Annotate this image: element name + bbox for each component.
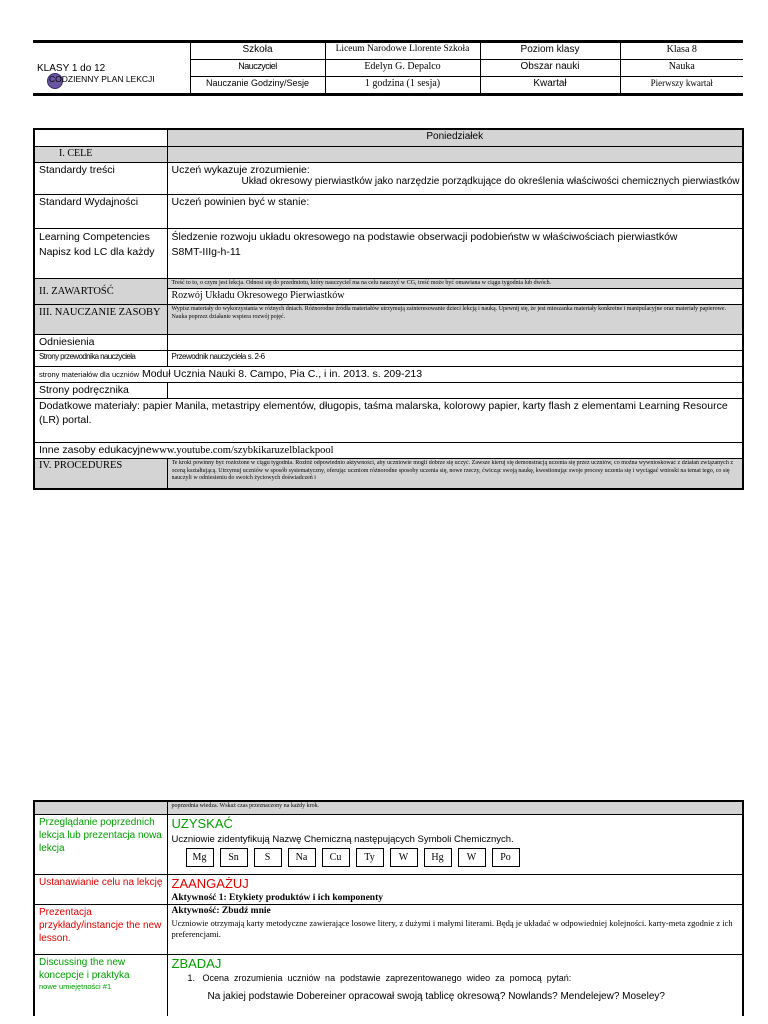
discuss-label-text: Discussing the new koncepcje i praktyka xyxy=(39,956,130,981)
grade-range-title: KLASY 1 do 12 xyxy=(37,63,106,74)
content-note: Treść to to, o czym jest lekcja. Odnosi się do przedmiotu, który nauczyciel ma na celu nauczyć w CG, treść może być omawiana w ciągu tygodnia lub dwóch. xyxy=(167,278,743,289)
content-standards-text: Układ okresowy pierwiastków jako narzędzie porządkujące do określenia właściwości chemicznych pierwiastków xyxy=(241,175,740,187)
resources-heading: III. NAUCZANIE ZASOBY xyxy=(34,305,167,335)
chemical-symbol-box: Na xyxy=(288,848,316,867)
corner-cell xyxy=(34,129,167,146)
engage-cell xyxy=(167,874,743,904)
chemical-symbol-box: W xyxy=(458,848,486,867)
content-standards-intro: Uczeń wykazuje zrozumienie: xyxy=(171,163,310,176)
daily-plan-title: CODZIENNY PLAN LEKCJI xyxy=(49,74,155,84)
procedures-table xyxy=(33,800,744,1016)
school-label: Szkoła xyxy=(190,42,325,60)
lc-label-line2: Napisz kod LC dla każdy xyxy=(39,246,155,259)
teacher-guide-label: Strony przewodnika nauczyciela xyxy=(34,351,167,367)
elicit-text: Uczniowie zidentyfikują Nazwę Chemiczną następujących Symboli Chemicznych. xyxy=(171,833,514,845)
grade-level-value: Klasa 8 xyxy=(620,42,743,60)
other-resources-row xyxy=(34,443,743,459)
learner-materials-value: Moduł Ucznia Nauki 8. Campo, Pia C., i in. 2013. s. 209-213 xyxy=(141,368,423,380)
chemical-symbol-box: Sn xyxy=(220,848,248,867)
chemical-symbol-box: Mg xyxy=(186,848,214,867)
resources-note: Wypisz materiały do wykorzystania w różnych dniach. Różnorodne źródła materiałów utrzymują zainteresowanie dzieci lekcją i nauką. Upewnij się, że jest mieszanka materiały konkretne i manipulacyjne oraz materiały papierowe. Nauka poprzez działanie wspiera rozwój pojęć. xyxy=(167,305,743,335)
elicit-heading: UZYSKAĆ xyxy=(171,815,233,831)
chemical-symbol-box: W xyxy=(390,848,418,867)
explore-question: Na jakiej podstawie Dobereiner opracował swoją tablicę okresową? Nowlands? Mendelejew? Moseley? xyxy=(207,990,665,1002)
teaching-hours-label: Nauczanie Godziny/Sesje xyxy=(190,77,325,95)
content-heading: II. ZAWARTOŚĆ xyxy=(34,278,167,305)
learning-competencies-value xyxy=(167,228,743,278)
chemical-symbols xyxy=(172,845,739,870)
learning-area-label: Obszar nauki xyxy=(480,60,620,77)
explore-cell xyxy=(167,954,743,1016)
chemical-symbol-box: Cu xyxy=(322,848,350,867)
day-header: Poniedziałek xyxy=(167,129,743,146)
proc-top-note: poprzednia wiedza. Wskaż czas przeznaczony na każdy krok. xyxy=(167,801,743,814)
procedures-heading: IV. PROCEDURES xyxy=(34,459,167,489)
review-label: Przeglądanie poprzednich lekcja lub prezentacja nowa lekcja xyxy=(34,814,167,874)
content-standards-label: Standardy treści xyxy=(34,162,167,194)
references-value xyxy=(167,335,743,351)
objectives-empty xyxy=(167,146,743,162)
quarter-value: Pierwszy kwartał xyxy=(620,77,743,95)
discuss-label xyxy=(34,954,167,1016)
lc-text: Śledzenie rozwoju układu okresowego na podstawie obserwacji podobieństw w właściwościach pierwiastków xyxy=(171,230,678,243)
additional-materials: Dodatkowe materiały: papier Manila, metastripy elementów, długopis, taśma malarska, kolorowy papier, karty flash z elementami Learning Resource (LR) portal. xyxy=(34,399,743,443)
chemical-symbol-box: Po xyxy=(492,848,520,867)
chemical-symbol-box: S xyxy=(254,848,282,867)
content-value: Rozwój Układu Okresowego Pierwiastków xyxy=(167,289,743,305)
header-table xyxy=(33,40,743,96)
wake-cell xyxy=(167,904,743,954)
teaching-hours-value: 1 godzina (1 sesja) xyxy=(325,77,480,95)
activity-wake-title: Aktywność: Zbudź mnie xyxy=(171,905,271,916)
header-title-cell xyxy=(33,42,190,95)
other-resources-link[interactable]: www.youtube.com/szybkikaruzelblackpool xyxy=(151,445,334,456)
examples-label: Prezentacja przykłady/instancje the new lesson. xyxy=(34,904,167,954)
engage-heading: ZAANGAŻUJ xyxy=(171,875,249,891)
lc-code: S8MT-IIIg-h-11 xyxy=(171,246,241,259)
explore-item: 1. Ocena zrozumienia uczniów na podstawie zaprezentowanego wideo za pomocą pytań: xyxy=(187,972,572,983)
performance-standard-label: Standard Wydajności xyxy=(34,194,167,228)
other-resources-label: Inne zasoby edukacyjne xyxy=(39,444,152,456)
learner-materials-row xyxy=(34,367,743,383)
explore-heading: ZBADAJ xyxy=(171,955,222,971)
textbook-pages-label: Strony podręcznika xyxy=(34,383,167,399)
procedures-note-text: Te kroki powinny być rozłożone w ciągu tygodnia. Rozłóż odpowiednio aktywności, aby uczniowie mogli dobrze się uczyć. Zawsze kieruj się demonstracją uczenia się przez uczniów, co można wywnioskować z działań związanych z oceną kształtującą. Utrzymuj uczniów w sposób systematyczny, oferując uczniom różnorodne sposoby uczenia się, nowe rzeczy, ćwicząc swoją naukę, kwestionując swoje procesy uczenia się i wyciągać wnioski na temat tego, co się nauczyli w odniesieniu do swoich życiowych doświadczeń i xyxy=(171,460,733,481)
textbook-pages-value xyxy=(167,383,743,399)
procedures-note xyxy=(167,459,743,489)
learning-area-value: Nauka xyxy=(620,60,743,77)
school-value: Liceum Narodowe Llorente Szkoła xyxy=(325,42,480,60)
performance-standard-value: Uczeń powinien być w stanie: xyxy=(167,194,743,228)
purpose-label: Ustanawianie celu na lekcję xyxy=(34,874,167,904)
grade-level-label: Poziom klasy xyxy=(480,42,620,60)
teacher-label: Nauczyciel xyxy=(190,60,325,77)
quarter-label: Kwartał xyxy=(480,77,620,95)
discuss-sublabel: nowe umiejętności #1 xyxy=(39,981,112,991)
teacher-guide-value: Przewodnik nauczyciela s. 2-6 xyxy=(167,351,743,367)
lc-label-line1: Learning Competencies xyxy=(39,230,150,243)
lesson-plan-table xyxy=(33,128,744,490)
references-label: Odniesienia xyxy=(34,335,167,351)
objectives-heading: I. CELE xyxy=(34,146,167,162)
elicit-cell xyxy=(167,814,743,874)
activity-1-title: Aktywność 1: Etykiety produktów i ich komponenty xyxy=(171,892,383,903)
teacher-value: Edelyn G. Depalco xyxy=(325,60,480,77)
learner-materials-label: strony materiałów dla uczniów xyxy=(39,370,140,379)
content-standards-value xyxy=(167,162,743,194)
chemical-symbol-box: Ty xyxy=(356,848,384,867)
activity-wake-text: Uczniowie otrzymają karty metodyczne zawierające losowe litery, z dużymi i małymi literami. Będą je układać w odpowiedniej kolejności. karty-meta zgodnie z ich preferencjami. xyxy=(171,917,733,940)
chemical-symbol-box: Hg xyxy=(424,848,452,867)
proc-corner xyxy=(34,801,167,814)
learning-competencies-label xyxy=(34,228,167,278)
